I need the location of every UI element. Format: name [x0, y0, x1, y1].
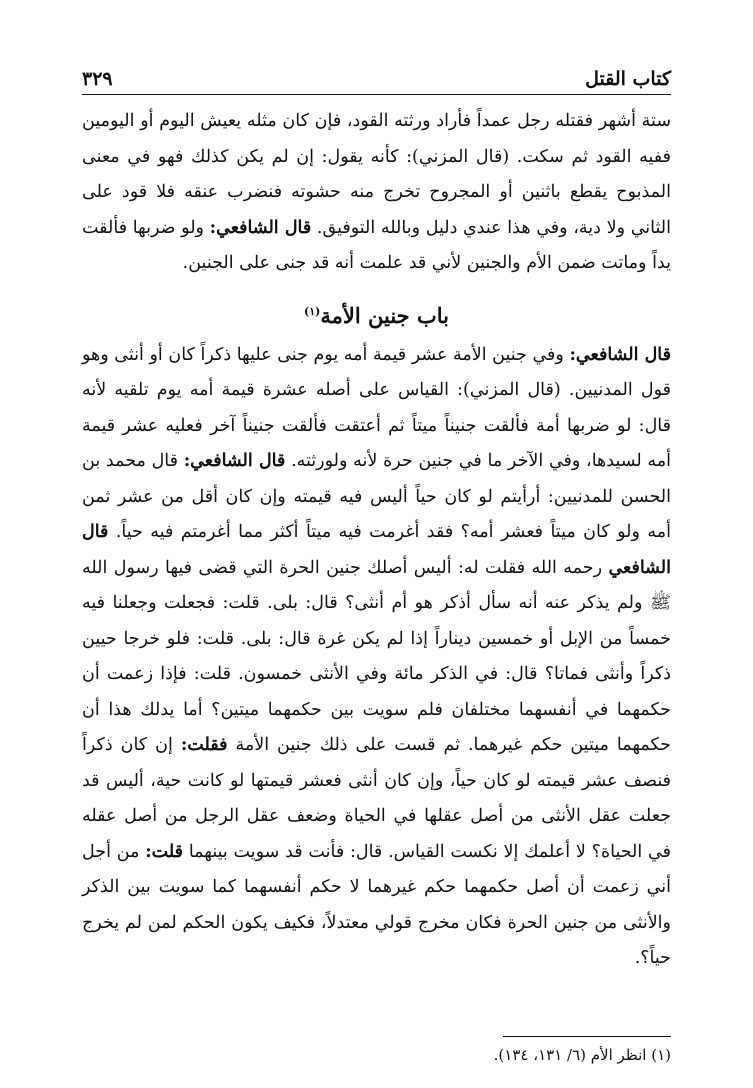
section-title: [82, 294, 671, 334]
section-title-text: باب جنين الأمة: [320, 302, 449, 328]
header-divider: [82, 94, 671, 95]
footnote-divider: [503, 1036, 671, 1037]
footnote: (١) انظر الأم (٦/ ١٣١، ١٣٤).: [493, 1046, 671, 1064]
paragraph-1: [82, 104, 671, 282]
paragraph-1-text-a: ستة أشهر فقتله رجل عمداً فأراد ورثته القود، فإن كان مثله يعيش اليوم أو اليومين ففيه القود ثم سكت. (قال المزني): كأنه يقول: إن لم يكن كذلك فهو في معنى المذبوح يقطع باثنين أو المجروح تخرج منه حشوته فنضرب عنقه فلا قود على الثاني ولا دية، وفي هذا عندي دليل وبالله التوفيق.: [82, 111, 671, 238]
paragraph-1-text-b: ولو ضربها فألقت يداً وماتت ضمن الأم والجنين لأني قد علمت أنه قد جنى على الجنين.: [82, 217, 671, 273]
book-title: كتاب القتل: [585, 68, 671, 90]
paragraph-2-text-5: من أجل أني زعمت أن أصل حكمهما حكم غيرهما لا حكم أنفسهما كما سويت بين الذكر والأنثى من جنين الحرة فكان مخرج قولي معتدلاً، فكيف يكون الحكم لمن لم يخرج حياً؟.: [82, 841, 671, 968]
page-number: ٣٢٩: [82, 68, 113, 90]
paragraph-2-text-2: قال محمد بن الحسن للمدنيين: أرأيتم لو كان حياً أليس فيه قيمته وإن كان أقل من عشر ثمن أمه ولو كان ميتاً فعشر أمه؟ فقد أغرمت فيه ميتاً أكثر مما أغرمتم فيه حياً.: [82, 451, 671, 542]
speaker-label: قال الشافعي: [82, 522, 671, 578]
paragraph-2-text-3: رحمه الله فقلت له: أليس أصلك جنين الحرة التي قضى فيها رسول الله ﷺ ولم يذكر عنه أنه سأل أذكر هو أم أنثى؟ قال: بلى. قلت: فجعلت وجعلنا فيه خمساً من الإبل أو خمسين ديناراً إذا لم يكن غرة قال: بلى. قلت: فلو خرجا حيين ذكراً وأنثى فماتا؟ قال: في الذكر مائة وفي الأنثى خمسون. قلت: فإذا زعمت أن حكمهما في أنفسهما مختلفان فلم سويت بين حكمهما ميتين؟ أما يدلك هذا أن حكمهما ميتين حكم غيرهما. ثم قست على ذلك جنين الأمة: [82, 557, 671, 755]
running-header: [82, 58, 671, 90]
footnote-reference: (١): [304, 304, 321, 318]
speaker-label: قلت:: [145, 841, 184, 862]
paragraph-2: [82, 338, 671, 977]
paragraph-2-text-4: إن كان ذكراً فنصف عشر قيمته لو كان حياً، وإن كان أنثى فعشر قيمتها لو كانت حية، أليس قد جعلت عقل الأنثى من أصل عقلها في الحياة وضعف عقل الرجل من أصل عقله في الحياة؟ لا أعلمك إلا نكست القياس. قال: فأنت قد سويت بينهما: [82, 735, 671, 862]
speaker-label: قال الشافعي:: [569, 344, 671, 365]
paragraph-2-text-1: وفي جنين الأمة عشر قيمة أمه يوم جنى عليها ذكراً كان أو أنثى وهو قول المدنيين. (قال المزني): القياس على أصله عشرة قيمة أمه يوم تلقيه لأنه قال: لو ضربها أمة فألقت جنيناً ميتاً ثم أعتقت فألقت جنيناً آخر فعليه عشر قيمة أمه لسيدها، وفي الآخر ما في جنين حرة لأنه ولورثته.: [82, 344, 671, 471]
page-body: [82, 104, 671, 977]
speaker-label: قال الشافعي:: [209, 217, 312, 238]
speaker-label: فقلت:: [180, 735, 228, 755]
speaker-label: قال الشافعي:: [183, 451, 286, 471]
